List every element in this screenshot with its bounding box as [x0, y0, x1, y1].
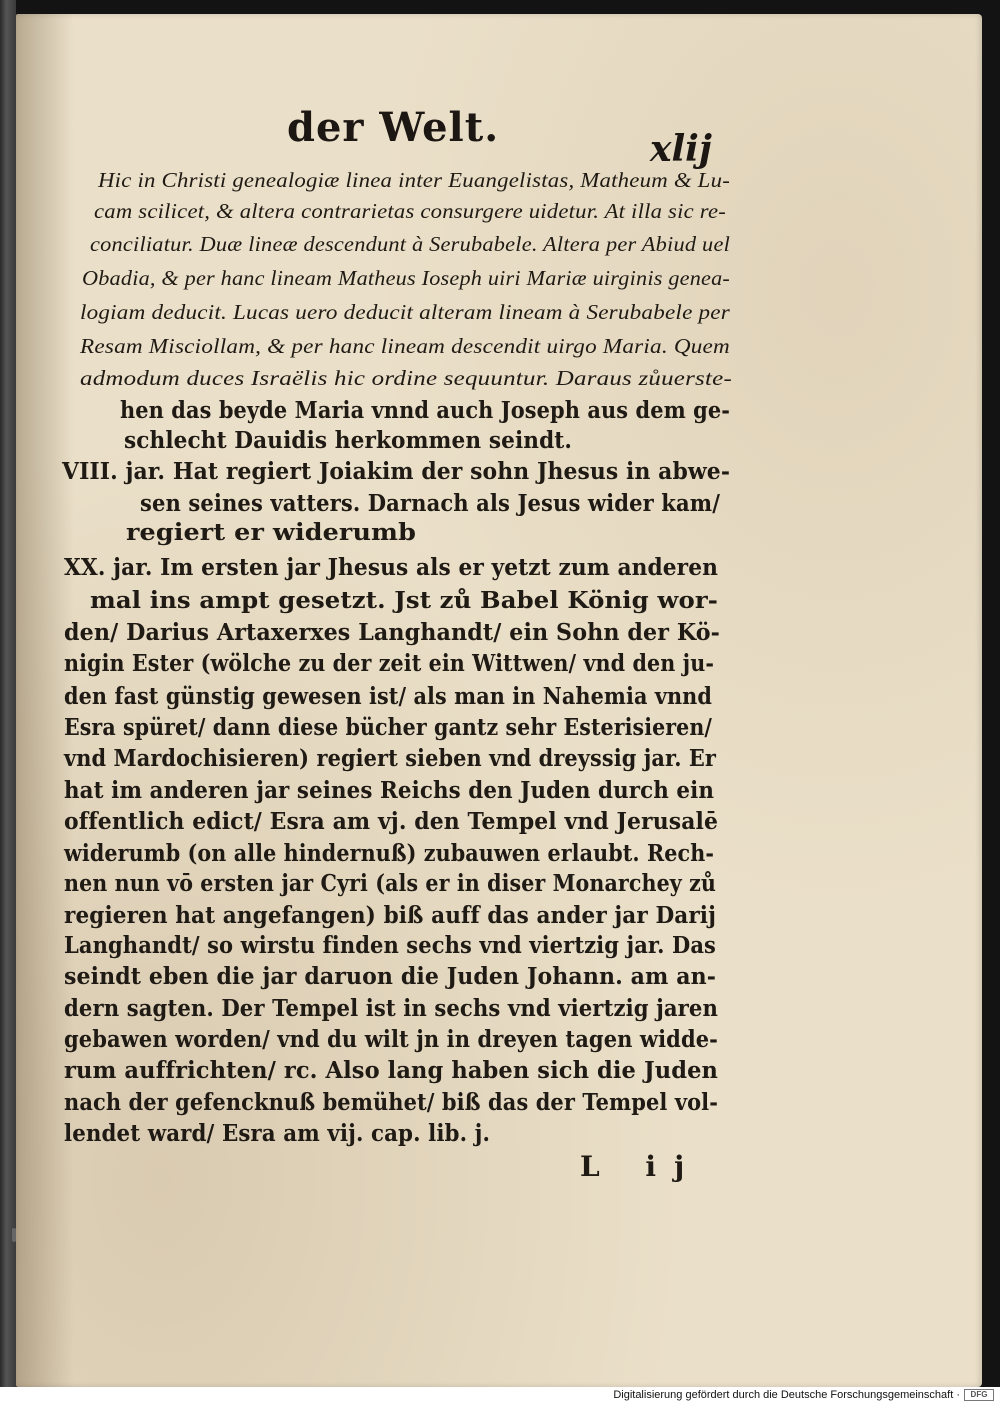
text-line: gebawen worden/ vnd du wilt jn in dreyen tagen widde- [64, 1026, 718, 1053]
text-line: schlecht Dauidis herkommen seindt. [124, 427, 572, 454]
text-line: Hic in Christi genealogiæ linea inter Euangelistas, Matheum & Lu- [98, 168, 730, 192]
text-line: lendet ward/ Esra am vij. cap. lib. j. [64, 1120, 490, 1147]
text-line: nen nun vō ersten jar Cyri (als er in diser Monarchey zů [64, 870, 716, 897]
text-line: logiam deducit. Lucas uero deducit alteram lineam à Serubabele per [80, 300, 730, 324]
text-line: dern sagten. Der Tempel ist in sechs vnd viertzig jaren [64, 995, 718, 1022]
text-line: Langhandt/ so wirstu finden sechs vnd viertzig jar. Das [64, 932, 716, 959]
text-line: sen seines vatters. Darnach als Jesus wider kam/ [140, 490, 720, 517]
folio-number: xlij [650, 128, 712, 170]
text-line: regieren hat angefangen) biß auff das ander jar Darij [64, 902, 716, 929]
text-line: rum auffrichten/ rc. Also lang haben sich die Juden [64, 1057, 718, 1084]
text-line: Resam Misciollam, & per hanc lineam descendit uirgo Maria. Quem [80, 334, 730, 358]
text-line: den fast günstig gewesen ist/ als man in Nahemia vnnd [64, 683, 712, 710]
signature-mark: L ij [580, 1150, 703, 1183]
text-line: admodum duces Israëlis hic ordine sequuntur. Daraus zůuerste- [80, 366, 732, 390]
text-line: vnd Mardochisieren) regiert sieben vnd dreyssig jar. Er [64, 745, 716, 772]
text-line: VIII. jar. Hat regiert Joiakim der sohn Jhesus in abwe- [62, 458, 730, 485]
footer-credit: Digitalisierung gefördert durch die Deutsche Forschungsgemeinschaft · [613, 1389, 960, 1401]
dfg-logo: DFG [964, 1389, 994, 1401]
text-line: conciliatur. Duæ lineæ descendunt à Serubabele. Altera per Abiud uel [90, 232, 730, 256]
text-line: cam scilicet, & altera contrarietas consurgere uidetur. At illa sic re- [94, 199, 726, 223]
text-line: hat im anderen jar seines Reichs den Juden durch ein [64, 777, 714, 804]
text-line: mal ins ampt gesetzt. Jst zů Babel König wor- [90, 587, 718, 614]
text-line: regiert er widerumb [126, 519, 416, 546]
text-line: Esra spüret/ dann diese bücher gantz sehr Esterisieren/ [64, 714, 712, 741]
text-line: offentlich edict/ Esra am vj. den Tempel vnd Jerusalē [64, 808, 718, 835]
text-line: widerumb (on alle hindernuß) zubauwen erlaubt. Rech- [64, 840, 714, 867]
text-line: XX. jar. Im ersten jar Jhesus als er yetzt zum anderen [64, 554, 718, 581]
text-line: den/ Darius Artaxerxes Langhandt/ ein Sohn der Kö- [64, 619, 720, 646]
running-head-title: der Welt. [287, 104, 500, 151]
text-line: Obadia, & per hanc lineam Matheus Ioseph uiri Mariæ uirginis genea- [82, 266, 730, 290]
text-line: nach der gefencknuß bemühet/ biß das der Tempel vol- [64, 1089, 718, 1116]
text-line: hen das beyde Maria vnnd auch Joseph aus dem ge- [120, 397, 730, 424]
text-line: seindt eben die jar daruon die Juden Johann. am an- [64, 963, 716, 990]
text-line: nigin Ester (wölche zu der zeit ein Wittwen/ vnd den ju- [64, 650, 714, 677]
